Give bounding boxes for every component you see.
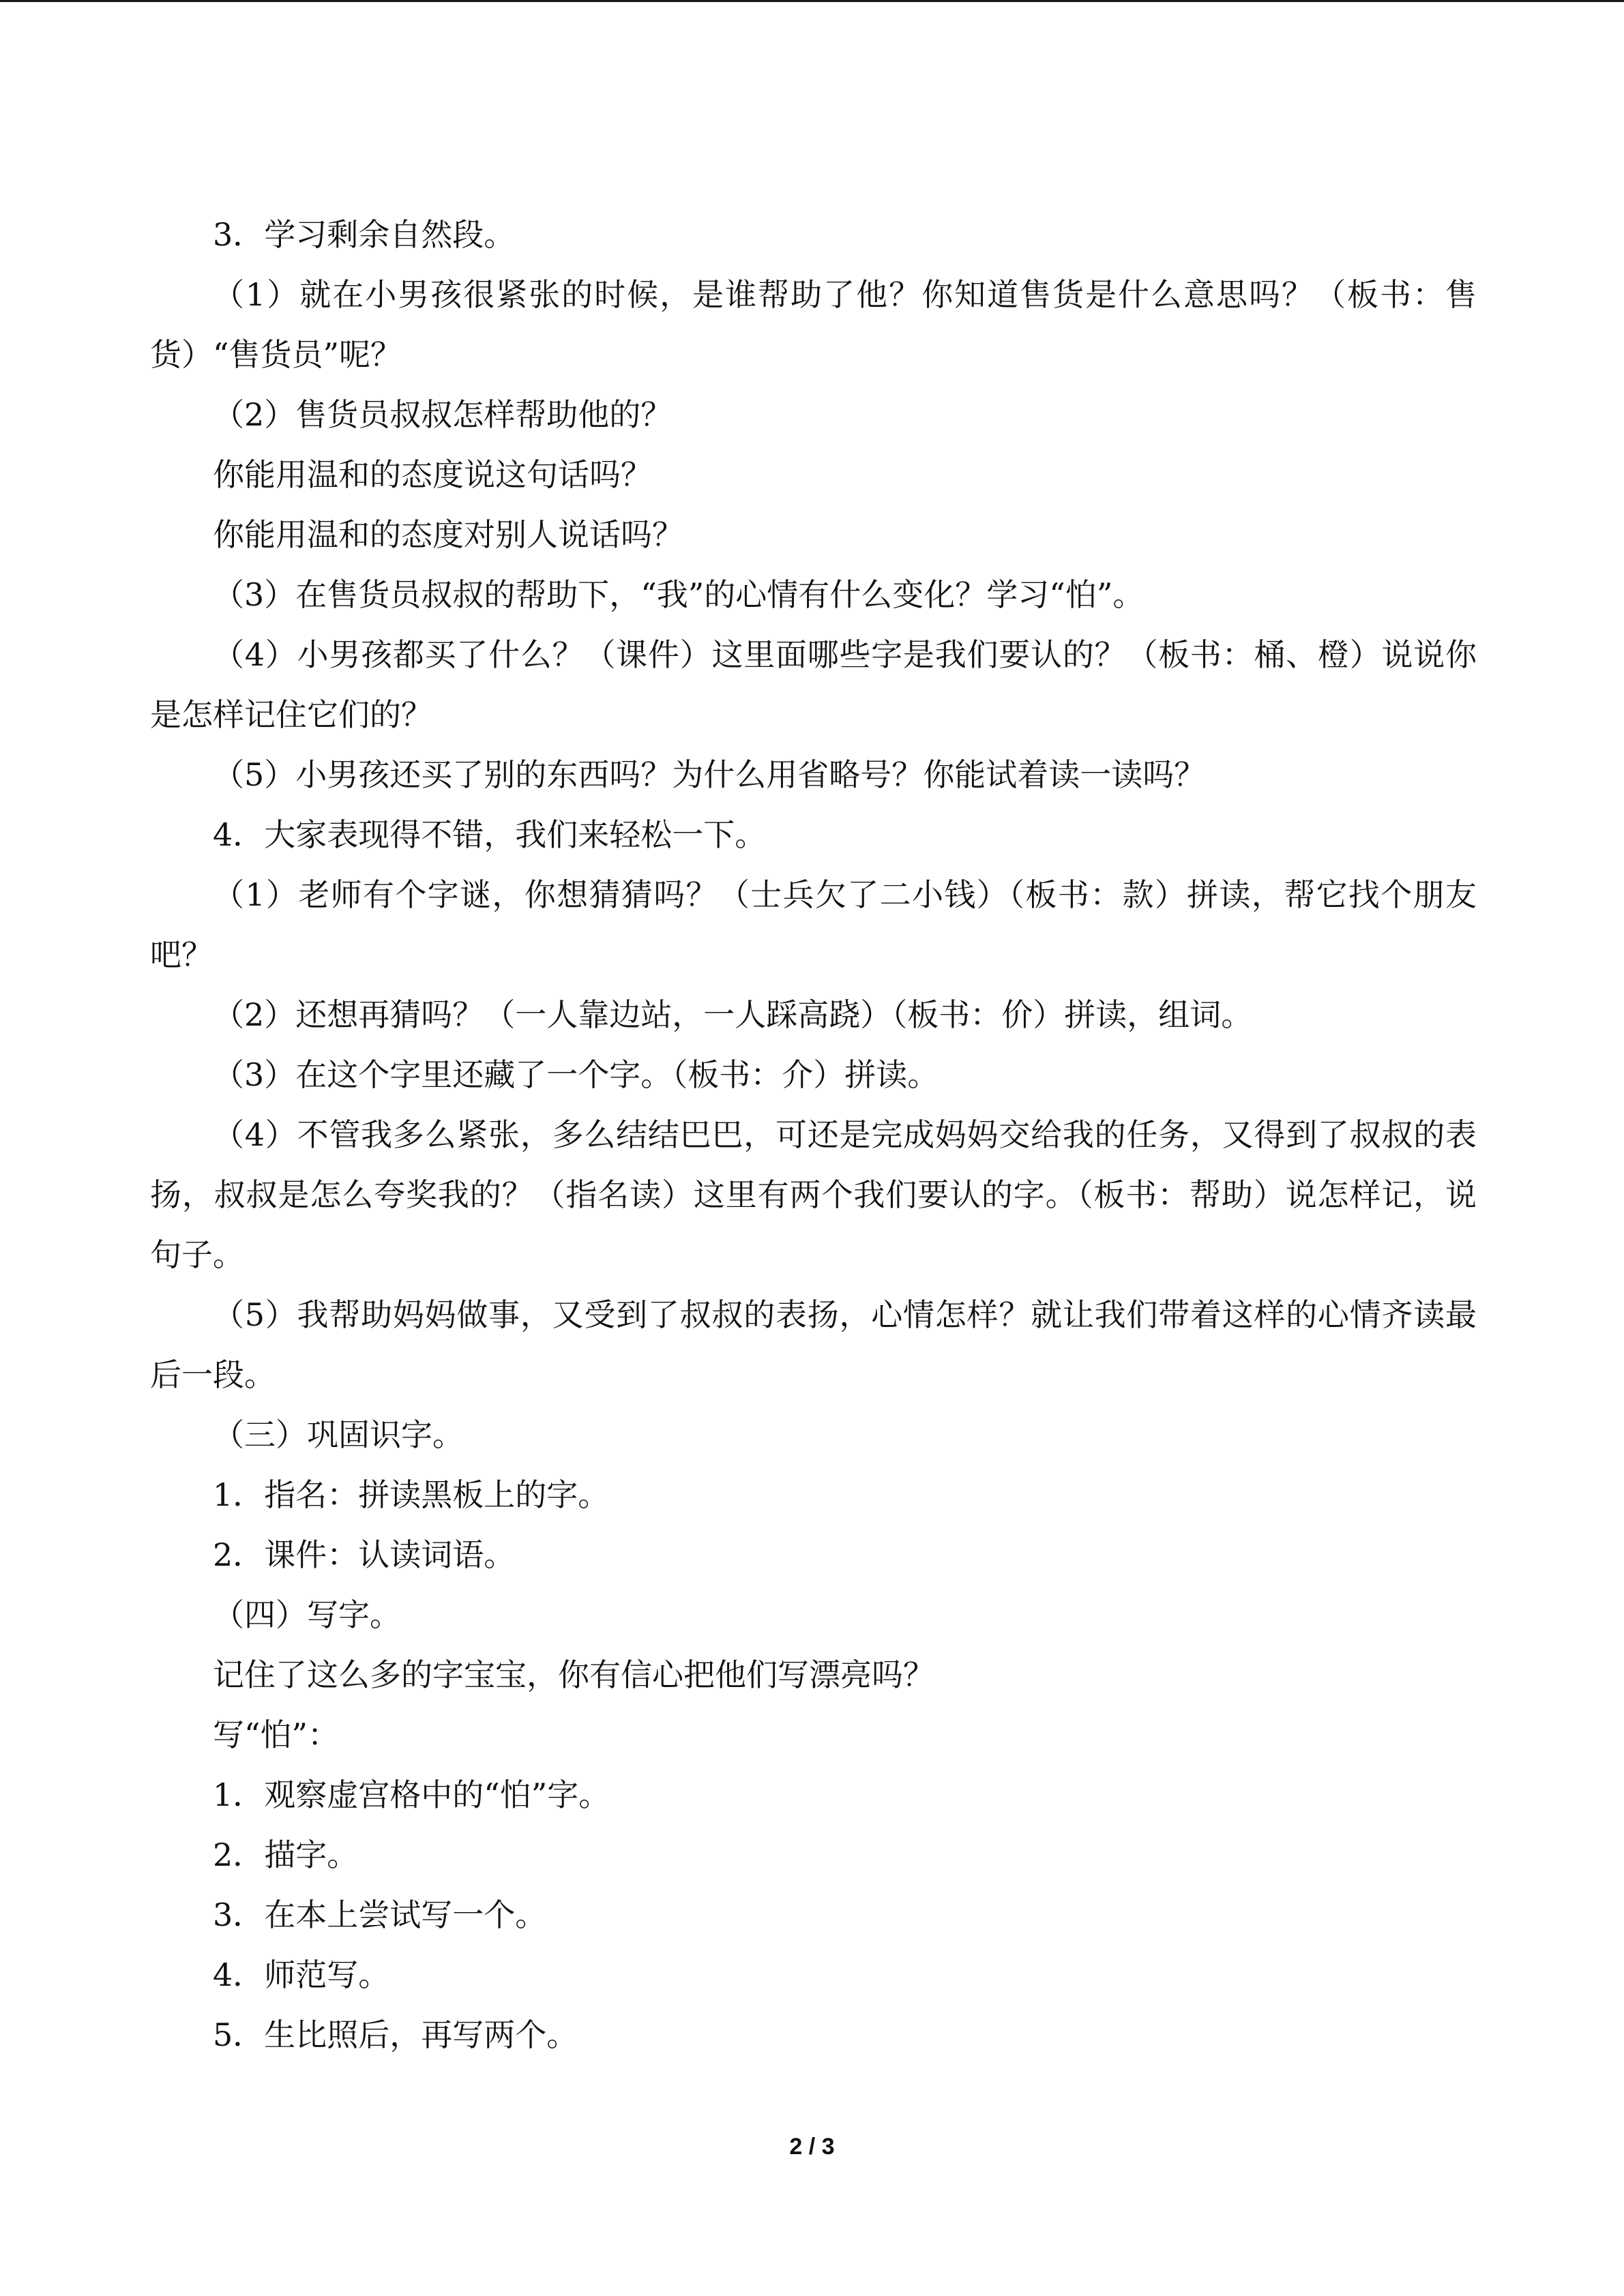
paragraph: 5．生比照后，再写两个。 bbox=[213, 2016, 578, 2053]
paragraph: 4．师范写。 bbox=[213, 1956, 390, 1993]
paragraph: 1．观察虚宫格中的“怕”字。 bbox=[213, 1776, 610, 1813]
paragraph: （3）在售货员叔叔的帮助下，“我”的心情有什么变化？学习“怕”。 bbox=[213, 576, 1145, 613]
paragraph: 1．指名：拼读黑板上的字。 bbox=[213, 1476, 610, 1513]
paragraph: （5）我帮助妈妈做事，又受到了叔叔的表扬，心情怎样？就让我们带着这样的心情齐读最后一段。 bbox=[150, 1296, 1477, 1393]
paragraph: （四）写字。 bbox=[213, 1596, 401, 1633]
paragraph: （三）巩固识字。 bbox=[213, 1416, 464, 1453]
paragraph: 写“怕”： bbox=[213, 1716, 340, 1753]
paragraph: 2．课件：认读词语。 bbox=[213, 1536, 516, 1573]
paragraph: 记住了这么多的字宝宝，你有信心把他们写漂亮吗？ bbox=[213, 1656, 934, 1693]
paragraph: 2．描字。 bbox=[213, 1836, 359, 1873]
document-body bbox=[150, 205, 1477, 2065]
paragraph: 3．在本上尝试写一个。 bbox=[213, 1896, 547, 1933]
paragraph: 3．学习剩余自然段。 bbox=[213, 216, 516, 253]
paragraph: （1）老师有个字谜，你想猜猜吗？（士兵欠了二小钱）（板书：款）拼读，帮它找个朋友吧？ bbox=[150, 876, 1477, 973]
paragraph: 4．大家表现得不错，我们来轻松一下。 bbox=[213, 816, 767, 853]
paragraph: （2）还想再猜吗？（一人靠边站，一人踩高跷）（板书：价）拼读，组词。 bbox=[213, 996, 1253, 1033]
paragraph: 你能用温和的态度说这句话吗？ bbox=[213, 456, 652, 493]
paragraph: （2）售货员叔叔怎样帮助他的？ bbox=[213, 396, 673, 433]
paragraph: （4）不管我多么紧张，多么结结巴巴，可还是完成妈妈交给我的任务，又得到了叔叔的表扬，叔叔是怎么夸奖我的？（指名读）这里有两个我们要认的字。（板书：帮助）说怎样记，说句子。 bbox=[150, 1116, 1477, 1273]
paragraph: （3）在这个字里还藏了一个字。（板书：介）拼读。 bbox=[213, 1056, 939, 1093]
page-top-border bbox=[0, 0, 1624, 2]
paragraph: （1）就在小男孩很紧张的时候，是谁帮助了他？你知道售货是什么意思吗？（板书：售货）“售货员”呢？ bbox=[150, 276, 1477, 373]
paragraph: （4）小男孩都买了什么？（课件）这里面哪些字是我们要认的？（板书：桶、橙）说说你是怎样记住它们的？ bbox=[150, 636, 1477, 733]
page-number: 2 / 3 bbox=[789, 2134, 835, 2160]
paragraph: （5）小男孩还买了别的东西吗？为什么用省略号？你能试着读一读吗？ bbox=[213, 756, 1206, 793]
paragraph: 你能用温和的态度对别人说话吗？ bbox=[213, 516, 683, 553]
